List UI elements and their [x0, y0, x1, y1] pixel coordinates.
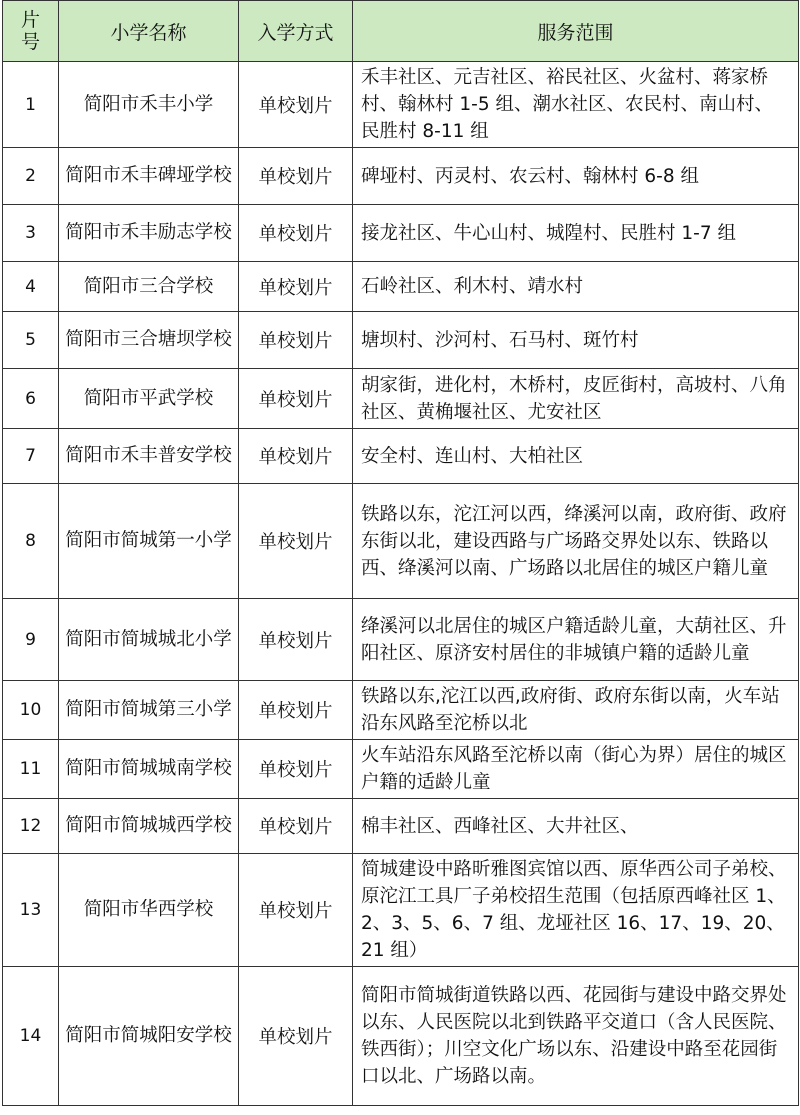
school-name: 简阳市禾丰普安学校 [59, 429, 239, 484]
school-name: 简阳市简城第三小学 [59, 681, 239, 740]
table-row [3, 484, 799, 599]
header-service-area: 服务范围 [353, 1, 799, 62]
school-name: 简阳市简城阳安学校 [59, 967, 239, 1106]
school-name: 简阳市禾丰碑垭学校 [59, 148, 239, 205]
row-number: 8 [3, 484, 59, 599]
row-number: 4 [3, 262, 59, 312]
header-enrollment-method: 入学方式 [239, 1, 353, 62]
header-school-name: 小学名称 [59, 1, 239, 62]
service-area: 绛溪河以北居住的城区户籍适龄儿童，大葫社区、升阳社区、原济安村居住的非城镇户籍的适龄儿童 [353, 599, 799, 681]
table-row [3, 854, 799, 967]
row-number: 9 [3, 599, 59, 681]
table-row [3, 740, 799, 799]
row-number: 12 [3, 799, 59, 854]
service-area: 禾丰社区、元吉社区、裕民社区、火盆村、蒋家桥村、翰林村 1-5 组、潮水社区、农民村、南山村、民胜村 8-11 组 [353, 62, 799, 148]
row-number: 1 [3, 62, 59, 148]
enrollment-table [2, 0, 799, 1106]
enrollment-method: 单校划片 [239, 262, 353, 312]
service-area: 碑垭村、丙灵村、农云村、翰林村 6-8 组 [353, 148, 799, 205]
school-name: 简阳市简城城南学校 [59, 740, 239, 799]
enrollment-method: 单校划片 [239, 312, 353, 369]
table-row [3, 681, 799, 740]
row-number: 7 [3, 429, 59, 484]
header-number: 片 号 [3, 1, 59, 62]
enrollment-method: 单校划片 [239, 62, 353, 148]
table-row [3, 799, 799, 854]
row-number: 3 [3, 205, 59, 262]
table-row [3, 369, 799, 429]
table-row [3, 262, 799, 312]
enrollment-method: 单校划片 [239, 429, 353, 484]
table-row [3, 967, 799, 1106]
service-area: 安全村、连山村、大柏社区 [353, 429, 799, 484]
service-area: 接龙社区、牛心山村、城隍村、民胜村 1-7 组 [353, 205, 799, 262]
school-name: 简阳市华西学校 [59, 854, 239, 967]
school-name: 简阳市简城城北小学 [59, 599, 239, 681]
school-name: 简阳市平武学校 [59, 369, 239, 429]
enrollment-method: 单校划片 [239, 740, 353, 799]
header-row [3, 1, 799, 62]
row-number: 10 [3, 681, 59, 740]
service-area: 棉丰社区、西峰社区、大井社区、 [353, 799, 799, 854]
enrollment-method: 单校划片 [239, 369, 353, 429]
enrollment-method: 单校划片 [239, 484, 353, 599]
enrollment-method: 单校划片 [239, 599, 353, 681]
table-row [3, 148, 799, 205]
service-area: 石岭社区、利木村、靖水村 [353, 262, 799, 312]
table-row [3, 205, 799, 262]
row-number: 2 [3, 148, 59, 205]
row-number: 13 [3, 854, 59, 967]
service-area: 火车站沿东风路至沱桥以南（街心为界）居住的城区户籍的适龄儿童 [353, 740, 799, 799]
enrollment-method: 单校划片 [239, 854, 353, 967]
school-name: 简阳市简城第一小学 [59, 484, 239, 599]
enrollment-method: 单校划片 [239, 205, 353, 262]
service-area: 铁路以东,沱江以西,政府街、政府东街以南，火车站沿东风路至沱桥以北 [353, 681, 799, 740]
table-row [3, 62, 799, 148]
school-name: 简阳市禾丰励志学校 [59, 205, 239, 262]
service-area: 塘坝村、沙河村、石马村、斑竹村 [353, 312, 799, 369]
row-number: 5 [3, 312, 59, 369]
school-name: 简阳市简城城西学校 [59, 799, 239, 854]
school-name: 简阳市三合塘坝学校 [59, 312, 239, 369]
service-area: 简城建设中路昕雅图宾馆以西、原华西公司子弟校、原沱江工具厂子弟校招生范围（包括原西峰社区 1、2、3、5、6、7 组、龙垭社区 16、17、19、20、21 组） [353, 854, 799, 967]
table-row [3, 312, 799, 369]
table-row [3, 599, 799, 681]
service-area: 铁路以东，沱江河以西，绛溪河以南，政府街、政府东街以北，建设西路与广场路交界处以东、铁路以西、绛溪河以南、广场路以北居住的城区户籍儿童 [353, 484, 799, 599]
table-row [3, 429, 799, 484]
service-area: 胡家街，进化村，木桥村，皮匠街村，高坡村、八角社区、黄桷堰社区、尤安社区 [353, 369, 799, 429]
enrollment-method: 单校划片 [239, 799, 353, 854]
row-number: 11 [3, 740, 59, 799]
row-number: 14 [3, 967, 59, 1106]
row-number: 6 [3, 369, 59, 429]
enrollment-method: 单校划片 [239, 681, 353, 740]
enrollment-method: 单校划片 [239, 967, 353, 1106]
school-name: 简阳市禾丰小学 [59, 62, 239, 148]
service-area: 简阳市简城街道铁路以西、花园街与建设中路交界处以东、人民医院以北到铁路平交道口（含人民医院、铁西街）；川空文化广场以东、沿建设中路至花园街口以北、广场路以南。 [353, 967, 799, 1106]
school-name: 简阳市三合学校 [59, 262, 239, 312]
enrollment-method: 单校划片 [239, 148, 353, 205]
